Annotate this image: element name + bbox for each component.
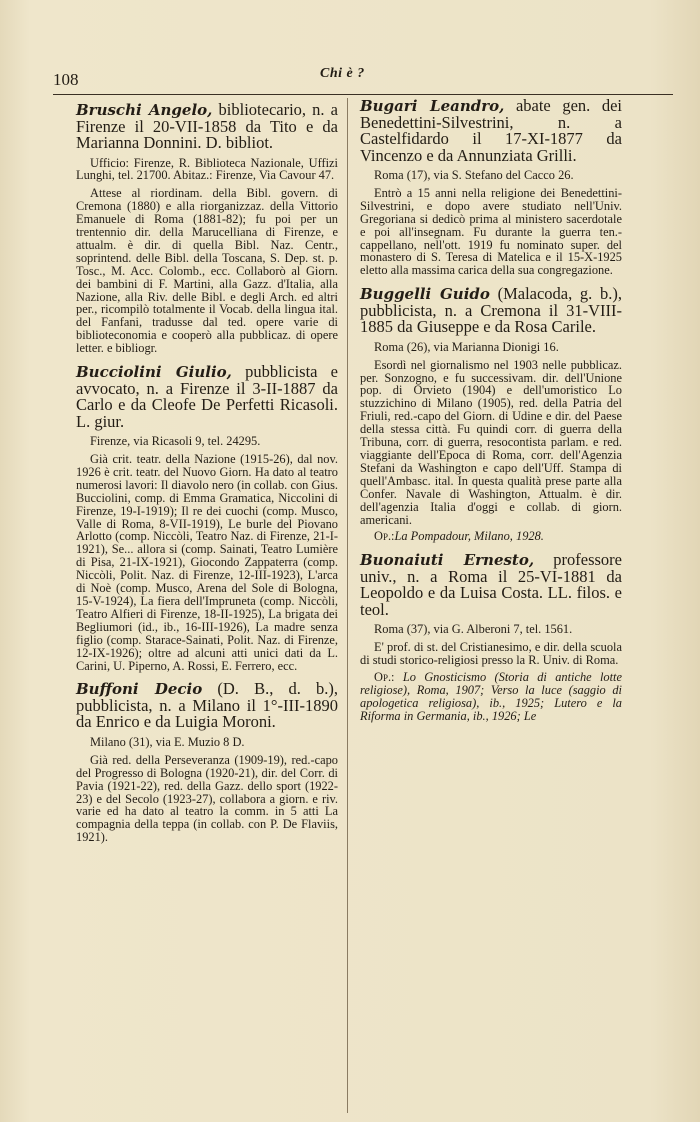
left-column: [76, 102, 338, 853]
entry-address: Milano (31), via E. Muzio 8 D.: [90, 734, 245, 749]
entry-headline: abate gen. dei Benedettini-Silvestrini, n. a Castelfidardo il 17-XI-1877 da Vincenzo e da Annunziata Grilli.: [360, 96, 622, 165]
entry-heading: [76, 681, 338, 731]
running-head: Chi è ?: [320, 66, 365, 81]
entry-address: Roma (17), via S. Stefano del Cacco 26.: [374, 168, 574, 182]
entry-address: Roma (37), via G. Alberoni 7, tel. 1561.: [374, 622, 573, 637]
entry-address: Roma (26), via Marianna Dionigi 16.: [374, 339, 559, 354]
works-text: Lo Gnosticismo (Storia di antiche lotte religiose), Roma, 1907; Verso la luce (saggio di apologetica religiosa), ib., 1925; Lutero e la Riforma in Germania, ib., 1926; Le: [360, 670, 622, 723]
entry-text: Già crit. teatr. della Nazione (1915-26), dal nov. 1926 è crit. teatr. del Nuovo Giorn. Ha dato al teatro numerosi lavori: Il diavolo nero (in collab. con Gius. Bucciolini, comp. di Emma Gramatica, Niccolini di Firenze, 19-I-1919); Il re dei cuochi (comp. Musco, Valle di Roma, 8-VII-1919), Le burle del Piovano Arlotto (comp. Niccòli, Teatro Naz. di Firenze, 21-I-1921), Se... allora si (comp. Sainati, Teatro Lumière di Pisa, 21-IX-1921), Giocondo Zappaterra (comp. Niccòli, Polit. Naz. di Firenze, 12-III-1923), L'arca di Noè (comp. Musco, Arena del Sole di Bologna, 15-V-1924), La fiera dell'Impruneta (comp. Niccòli, Teatro Alfieri di Firenze, 18-II-1925), La brigata dei Begliumori (id., ib., 16-III-1926), La madre senza figlio (comp. Starace-Sainati, Polit. Naz. di Firenze, 12-IX-1926); oltre ad alcuni atti unici dati da L. Carini, U. Piperno, A. Rossi, E. Ferrero, ecc.: [76, 452, 338, 673]
entry-buonaiuti: [360, 552, 622, 722]
entry-headline: professore univ., n. a Roma il 25-VI-1881 da Leopoldo e da Luisa Costa. LL. filos. e teol.: [360, 550, 622, 619]
entry-bugari: [360, 98, 622, 277]
entry-heading: [360, 552, 622, 618]
entry-bucciolini: [76, 364, 338, 672]
entry-bruschi: [76, 102, 338, 355]
entry-address: Ufficio: Firenze, R. Biblioteca Nazionale, Uffizi Lunghi, tel. 21700. Abitaz.: Firenze, Via Cavour 47.: [76, 155, 338, 183]
entry-name: Buggelli Guido: [360, 285, 490, 304]
entry-name: Buonaiuti Ernesto,: [360, 551, 535, 570]
entry-works: [360, 530, 622, 543]
entry-name: Buffoni Decio: [76, 680, 203, 699]
entry-address: Firenze, via Ricasoli 9, tel. 24295.: [90, 434, 261, 449]
entry-text: Attese al riordinam. della Bibl. govern. di Cremona (1880) e alla riorganizzaz. della Vittorio Emanuele di Roma (1881-82); fu poi per un trentennio dir. della Marucelliana di Firenze, e attualm. è dir. di quella Bibl. Naz. Centr., soprintend. delle Bibl. della Toscana, S. Dep. st. p. Tosc., M. Acc. Colomb., ecc. Collaborò al Giorn. dei bambini di F. Martini, alla Gazz. d'Italia, alla Nazione, alla Riv. delle Bibl. e degli Arch. ed altri per., ricompilò totalmente il Vocab. della lingua ital. del Fanfani, tradusse dal ted. opere varie di biblioteconomia e cooperò alla pubblicaz. di opere letter. e bibliogr.: [76, 186, 338, 356]
entry-buffoni: [76, 681, 338, 844]
entry-headline: (D. B., d. b.), pubblicista, n. a Milano il 1°-III-1890 da Enrico e da Luigia Moroni.: [76, 679, 338, 732]
entry-heading: [76, 102, 338, 152]
header-rule: [53, 94, 673, 95]
works-text: La Pompadour, Milano, 1928.: [394, 529, 544, 544]
entry-headline: (Malacoda, g. b.), pubblicista, n. a Cremona il 31-VIII-1885 da Giuseppe e da Rosa Carile.: [360, 284, 622, 337]
entry-heading: [360, 286, 622, 336]
entry-headline: bibliotecario, n. a Firenze il 20-VII-1858 da Tito e da Marianna Donnini. D. bibliot.: [76, 100, 338, 152]
entry-heading: [360, 98, 622, 164]
entry-text: Già red. della Perseveranza (1909-19), red.-capo del Progresso di Bologna (1920-21), dir. del Corr. di Pavia (1921-22), red. della Gazz. dello sport (1922-23) e del Secolo (1923-27), collabora a giorn. e riv. varie ed ha dato al teatro la comm. in 5 atti La compagnia della teppa (in collab. con P. De Flaviis, 1921).: [76, 752, 338, 845]
entry-name: Bucciolini Giulio,: [76, 363, 232, 382]
page-number: 108: [53, 70, 79, 89]
column-divider: [347, 98, 348, 1113]
entry-text: Entrò a 15 anni nella religione dei Benedettini-Silvestrini, e dopo avere studiato nell'Univ. Gregoriana si dedicò prima al ministero sacerdotale e poi all'insegnam. Fu durante la guerra ten.-cappellano, nell'ott. 1919 fu nominato super. del monastero di S. Teresa di Matelica e il 15-X-1925 eletto alla massima carica della sua congregazione.: [360, 185, 622, 278]
right-column: [360, 98, 622, 732]
entry-name: Bruschi Angelo,: [76, 101, 213, 119]
works-label: Op.:: [374, 670, 395, 685]
entry-text: E' prof. di st. del Cristianesimo, e dir. della scuola di studi storico-religiosi presso la R. Univ. di Roma.: [360, 640, 622, 668]
entry-works: [360, 671, 622, 723]
entry-buggelli: [360, 286, 622, 543]
entry-text: Esordì nel giornalismo nel 1903 nelle pubblicaz. per. Sonzogno, e fu successivam. dir. dell'Unione pop. di Orvieto (1904) e dell'umoristico Lo stuzzichino di Milano (1905), red. della Patria del Friuli, red.-capo del Giorn. di Udine e dir. del Paese della stessa città. Fu quindi corr. di guerra della Tribuna, corr. di guerra, resocontista parlam. e red. viaggiante dell'Epoca di Roma, corr. dell'Agenzia Stefani da Washington e capo dell'Uff. Stampa di quell'Ambasc. ital. In questa qualità prese parte alla Confer. Navale di Washington, Attualm. è dir. dell'agenzia Italia d'oggi e collab. di giorn. americani.: [360, 357, 622, 527]
entry-name: Bugari Leandro,: [360, 97, 505, 115]
works-label: Op.:: [374, 529, 395, 544]
entry-heading: [76, 364, 338, 430]
entry-headline: pubblicista e avvocato, n. a Firenze il 3-II-1887 da Carlo e da Cleofe De Perfetti Ricasoli. L. giur.: [76, 362, 338, 431]
